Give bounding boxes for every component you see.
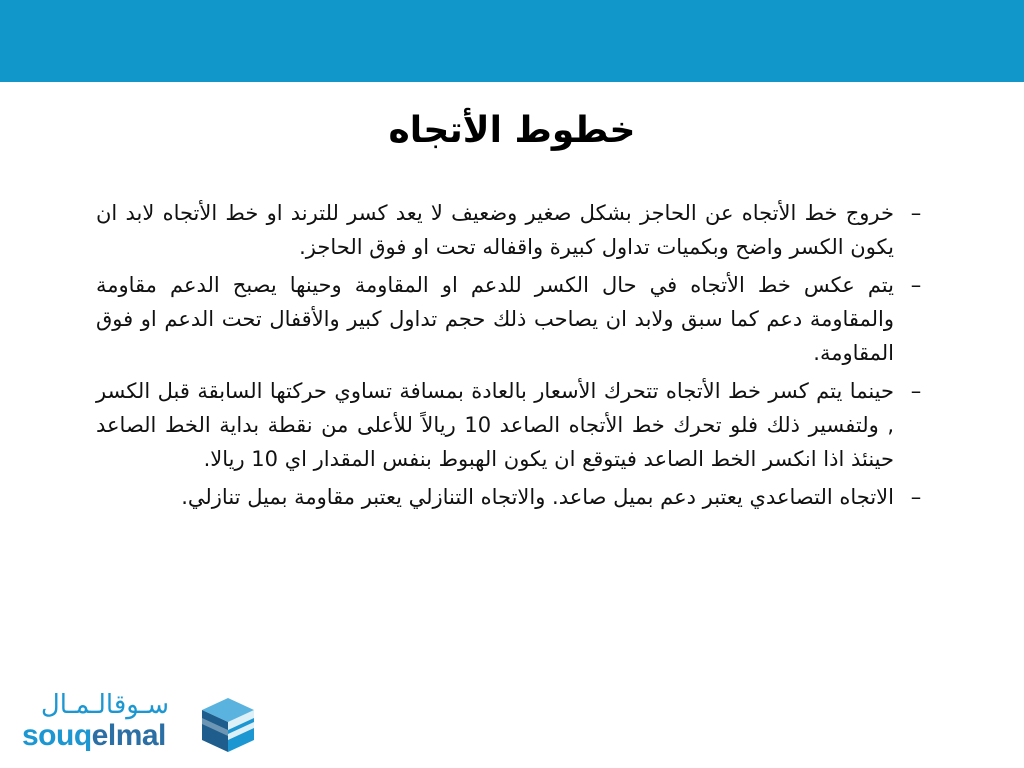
bullet-text: خروج خط الأتجاه عن الحاجز بشكل صغير وضعيف لا يعد كسر للترند او خط الأتجاه لابد ان يكون الكسر واضح وبكميات تداول كبيرة واقفاله تحت او فوق الحاجز.	[96, 201, 894, 259]
top-banner	[0, 0, 1024, 82]
bullet-text: يتم عكس خط الأتجاه في حال الكسر للدعم او المقاومة وحينها يصبح الدعم مقاومة والمقاومة دعم كما سبق ولابد ان يصاحب ذلك حجم تداول كبير والأقفال تحت الدعم او فوق المقاومة.	[96, 273, 894, 365]
bullet-item	[96, 374, 928, 476]
bullet-marker: –	[910, 379, 922, 403]
logo-latin-main: souq	[22, 719, 92, 752]
bullet-item	[96, 480, 928, 514]
logo-latin-text	[22, 718, 166, 754]
souqelmal-logo	[22, 690, 252, 760]
slide-title: خطوط الأتجاه	[388, 110, 636, 152]
bullet-list	[96, 196, 928, 518]
bullet-item	[96, 196, 928, 264]
bullet-text: حينما يتم كسر خط الأتجاه تتحرك الأسعار بالعادة بمسافة تساوي حركتها السابقة قبل الكسر , ولتفسير ذلك فلو تحرك خط الأتجاه الصاعد 10 ريالاً للأعلى من نقطة بداية الخط الصاعد حينئذ اذا انكسر الخط الصاعد فيتوقع ان يكون الهبوط بنفس المقدار اي 10 ريالا.	[96, 379, 894, 471]
bullet-marker: –	[910, 201, 922, 225]
cube-stack-icon	[198, 696, 258, 754]
bullet-text: الاتجاه التصاعدي يعتبر دعم بميل صاعد. والاتجاه التنازلي يعتبر مقاومة بميل تنازلي.	[181, 485, 894, 509]
bullet-item	[96, 268, 928, 370]
logo-arabic-text: سـوقالـمـال	[40, 690, 170, 720]
logo-latin-accent: elmal	[91, 719, 166, 752]
bullet-marker: –	[910, 273, 922, 297]
bullet-marker: –	[910, 485, 922, 509]
